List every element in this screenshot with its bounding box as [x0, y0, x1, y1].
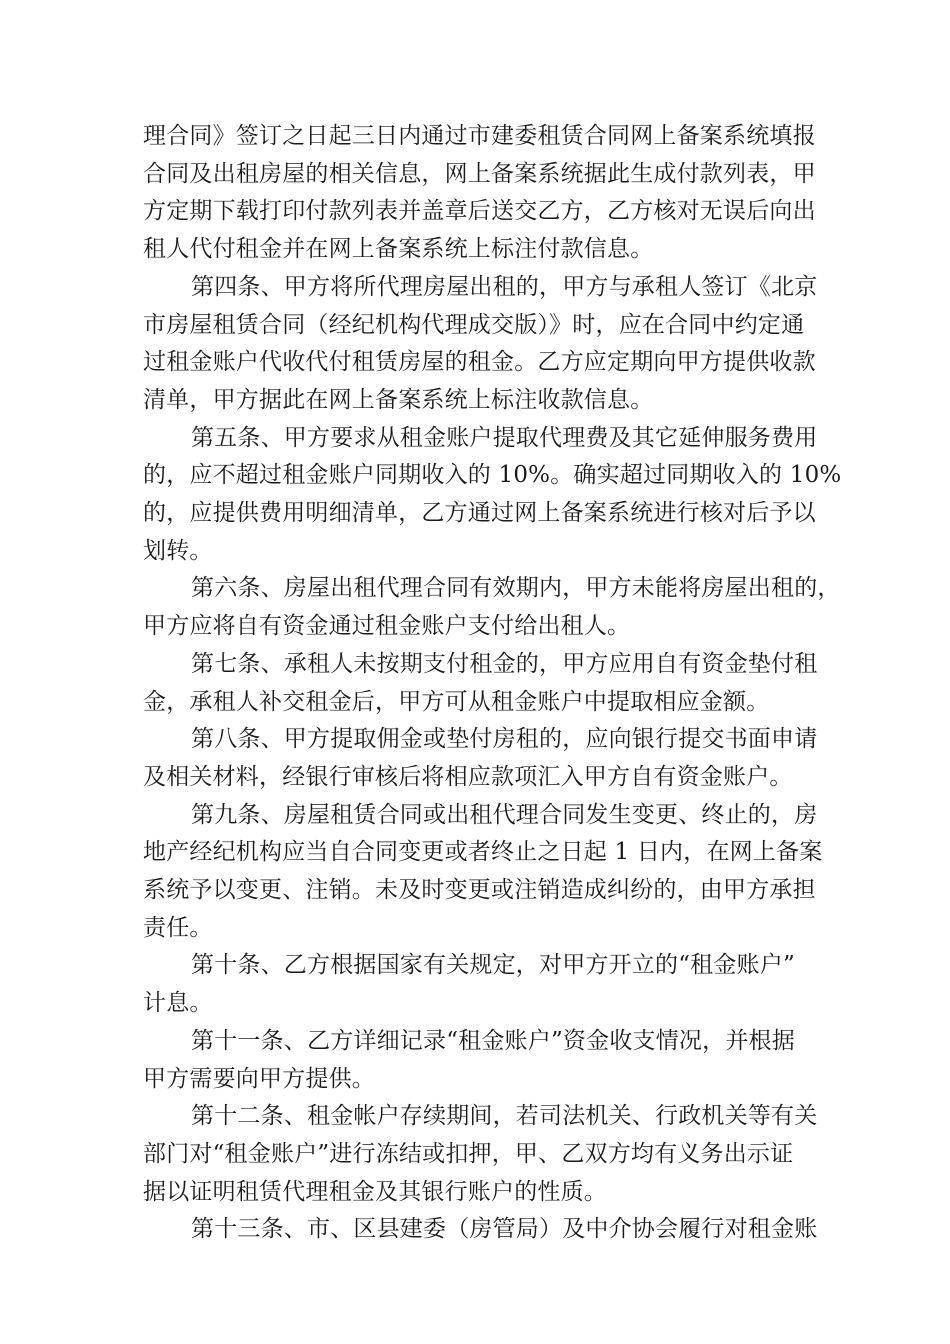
paragraph [143, 1098, 823, 1211]
text-line: 第十三条、市、区县建委（房管局）及中介协会履行对租金账 [191, 1216, 818, 1243]
text-line: 第五条、甲方要求从租金账户提取代理费及其它延伸服务费用 [191, 424, 818, 451]
text-line: 据以证明租赁代理租金及其银行账户的性质。 [143, 1178, 607, 1205]
text-line: 的，应提供费用明细清单，乙方通过网上备案系统进行核对后予以 [143, 500, 816, 527]
paragraph [143, 1211, 823, 1249]
text-line: 的，应不超过租金账户同期收入的 10%。确实超过同期收入的 10% [143, 462, 842, 489]
document-body [143, 118, 842, 1249]
text-line: 第四条、甲方将所代理房屋出租的，甲方与承租人签订《北京 [191, 273, 818, 300]
paragraph [143, 570, 841, 645]
text-line: 计息。 [143, 990, 213, 1017]
text-line: 租人代付租金并在网上备案系统上标注付款信息。 [143, 236, 654, 263]
paragraph [143, 646, 823, 721]
paragraph [143, 269, 823, 420]
text-line: 第六条、房屋出租代理合同有效期内，甲方未能将房屋出租的， [191, 575, 841, 602]
text-line: 及相关材料，经银行审核后将相应款项汇入甲方自有资金账户。 [143, 763, 793, 790]
text-line: 第八条、甲方提取佣金或垫付房租的，应向银行提交书面申请 [191, 726, 818, 753]
text-line: 系统予以变更、注销。未及时变更或注销造成纠纷的，由甲方承担 [143, 877, 816, 904]
text-line: 过租金账户代收代付租赁房屋的租金。乙方应定期向甲方提供收款 [143, 349, 816, 376]
text-line: 责任。 [143, 914, 213, 941]
text-line: 第七条、承租人未按期支付租金的，甲方应用自有资金垫付租 [191, 650, 818, 677]
text-line: 第九条、房屋租赁合同或出租代理合同发生变更、终止的，房 [191, 801, 818, 828]
text-line: 地产经纪机构应当自合同变更或者终止之日起 1 日内，在网上备案 [143, 839, 823, 866]
paragraph [143, 1023, 823, 1098]
paragraph [143, 721, 823, 796]
text-line: 市房屋租赁合同（经纪机构代理成交版）》时，应在合同中约定通 [143, 311, 805, 338]
text-line: 划转。 [143, 537, 213, 564]
text-line: 甲方应将自有资金通过租金账户支付给出租人。 [143, 613, 631, 640]
text-line: 方定期下载打印付款列表并盖章后送交乙方，乙方核对无误后向出 [143, 198, 816, 225]
text-line: 理合同》签订之日起三日内通过市建委租赁合同网上备案系统填报 [143, 123, 816, 149]
text-line: 第十二条、租金帐户存续期间，若司法机关、行政机关等有关 [191, 1103, 818, 1130]
paragraph [143, 947, 823, 1022]
paragraph [143, 420, 842, 571]
paragraph [143, 797, 823, 948]
text-line: 第十一条、乙方详细记录“租金账户”资金收支情况，并根据 [191, 1027, 795, 1054]
text-line: 部门对“租金账户”进行冻结或扣押，甲、乙双方均有义务出示证 [143, 1140, 794, 1167]
text-line: 清单，甲方据此在网上备案系统上标注收款信息。 [143, 386, 654, 413]
paragraph [143, 118, 823, 269]
text-line: 甲方需要向甲方提供。 [143, 1065, 375, 1092]
text-line: 金，承租人补交租金后，甲方可从租金账户中提取相应金额。 [143, 688, 770, 715]
text-line: 第十条、乙方根据国家有关规定，对甲方开立的“租金账户” [191, 952, 795, 979]
text-line: 合同及出租房屋的相关信息，网上备案系统据此生成付款列表，甲 [143, 160, 816, 187]
